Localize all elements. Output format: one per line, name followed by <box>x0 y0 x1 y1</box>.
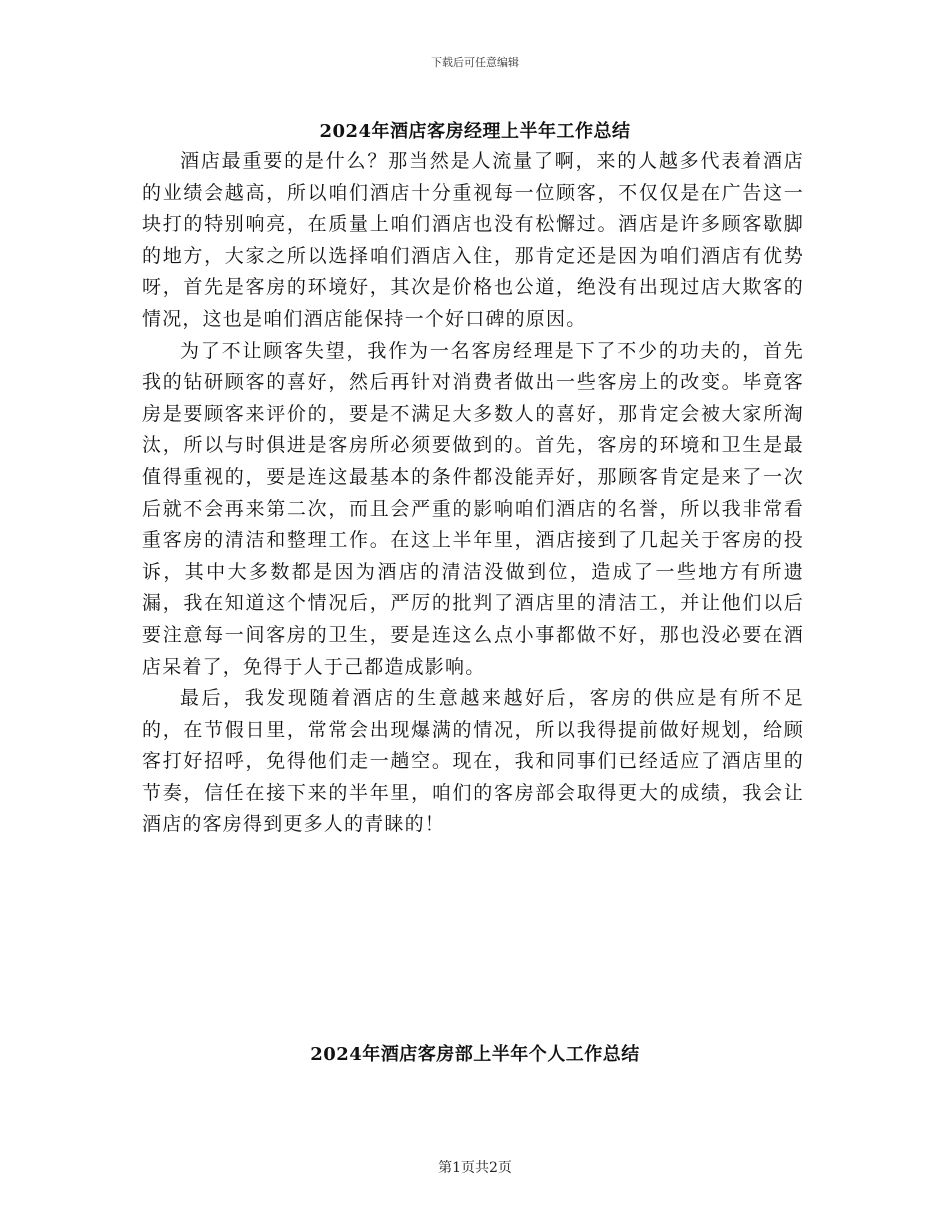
page-header-note: 下载后可任意编辑 <box>431 56 519 69</box>
paragraph: 酒店最重要的是什么？那当然是人流量了啊，来的人越多代表着酒店的业绩会越高，所以咱们酒店十分重视每一位顾客，不仅仅是在广告这一块打的特别响亮，在质量上咱们酒店也没有松懈过。酒店是许多顾客歇脚的地方，大家之所以选择咱们酒店入住，那肯定还是因为咱们酒店有优势呀，首先是客房的环境好，其次是价格也公道，绝没有出现过店大欺客的情况，这也是咱们酒店能保持一个好口碑的原因。 <box>142 150 804 330</box>
next-section-title: 2024年酒店客房部上半年个人工作总结 <box>310 1044 640 1065</box>
page-footer: 第1页共2页 <box>438 1160 512 1176</box>
document-body <box>142 146 804 841</box>
paragraph: 最后，我发现随着酒店的生意越来越好后，客房的供应是有所不足的，在节假日里，常常会出现爆满的情况，所以我得提前做好规划，给顾客打好招呼，免得他们走一趟空。现在，我和同事们已经适应了酒店里的节奏，信任在接下来的半年里，咱们的客房部会取得更大的成绩，我会让酒店的客房得到更多人的青睐的！ <box>142 687 804 836</box>
document-title: 2024年酒店客房经理上半年工作总结 <box>319 121 631 142</box>
paragraph: 为了不让顾客失望，我作为一名客房经理是下了不少的功夫的，首先我的钻研顾客的喜好，然后再针对消费者做出一些客房上的改变。毕竟客房是要顾客来评价的，要是不满足大多数人的喜好，那肯定会被大家所淘汰，所以与时俱进是客房所必须要做到的。首先，客房的环境和卫生是最值得重视的，要是连这最基本的条件都没能弄好，那顾客肯定是来了一次后就不会再来第二次，而且会严重的影响咱们酒店的名誉，所以我非常看重客房的清洁和整理工作。在这上半年里，酒店接到了几起关于客房的投诉，其中大多数都是因为酒店的清洁没做到位，造成了一些地方有所遗漏，我在知道这个情况后，严厉的批判了酒店里的清洁工，并让他们以后要注意每一间客房的卫生，要是连这么点小事都做不好，那也没必要在酒店呆着了，免得于人于己都造成影响。 <box>142 339 804 678</box>
